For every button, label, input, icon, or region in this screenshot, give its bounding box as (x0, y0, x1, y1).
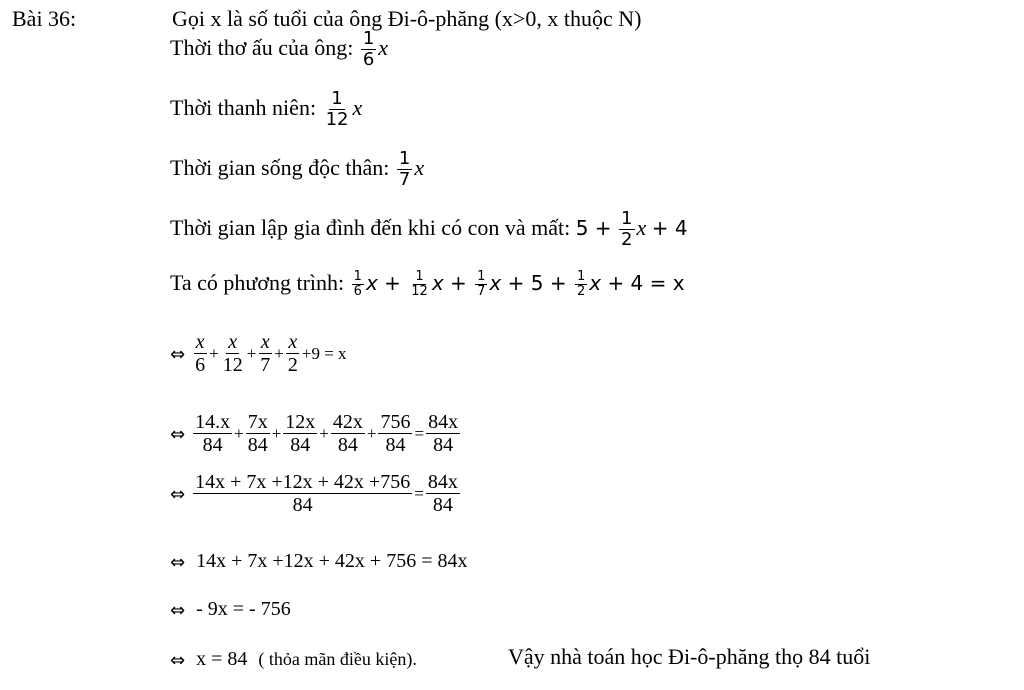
equation-label: Ta có phương trình: (170, 270, 345, 295)
family-line: Thời gian lập gia đình đến khi có con và mất: 5 + $\frac{1}{2}$ x + 4 (170, 208, 688, 250)
iff-symbol: ⇔ (170, 423, 186, 445)
equation-line (170, 270, 685, 299)
step-4: ⇔ 14x + 7x +12x + 42x + 756 = 84x (170, 550, 468, 573)
condition-note: ( thỏa mãn điều kiện). (258, 649, 417, 669)
fraction-1-7: $\frac{1}{7}$ (398, 148, 411, 190)
conclusion: Vậy nhà toán học Đi-ô-phăng thọ 84 tuổi (508, 644, 871, 669)
family-label: Thời gian lập gia đình đến khi có con và mất: (170, 214, 571, 240)
youth-line: Thời thanh niên: $\frac{1}{12}$ x (170, 88, 363, 130)
intro-line: Gọi x là số tuổi của ông Đi-ô-phăng (x>0, x thuộc N) (172, 6, 642, 31)
step-6: ⇔ x = 84 ( thỏa mãn điều kiện). (170, 648, 417, 671)
fraction-1-2: $\frac{1}{2}$ (621, 208, 633, 250)
fraction-1-12: $\frac{1}{12}$ (325, 88, 349, 130)
step-2: ⇔ $\frac{14.x}{84}$ + $\frac{7x}{84}$ + $\frac{12x}{84}$ + $\frac{42x}{84}$ + $\frac{756}{84}$ = $\frac{84x}{84}$ (170, 411, 459, 456)
step-3: ⇔ $\frac{14x + 7x +12x + 42x +756}{84}$ = $\frac{84x}{84}$ (170, 471, 458, 516)
single-label: Thời gian sống độc thân: (170, 154, 390, 180)
equation: $\frac{1}{6}$ x + $\frac{1}{12}$ x + $\frac{1}{7}$ x + 5 + $\frac{1}{2}$ x + 4 = x (353, 269, 685, 299)
iff-symbol: ⇔ (170, 483, 186, 505)
iff-symbol: ⇔ (170, 649, 186, 671)
single-line: Thời gian sống độc thân: $\frac{1}{7}$ x (170, 148, 425, 190)
problem-title: Bài 36: (12, 6, 77, 31)
iff-symbol: ⇔ (170, 343, 186, 365)
iff-symbol: ⇔ (170, 551, 186, 573)
fraction-1-6: $\frac{1}{6}$ (362, 28, 375, 70)
youth-label: Thời thanh niên: (170, 94, 317, 120)
step-5: ⇔ - 9x = - 756 (170, 598, 291, 621)
childhood-label: Thời thơ ấu của ông: (170, 34, 354, 60)
step-1: ⇔ $\frac{x}{6}$ + $\frac{x}{12}$ + $\frac{x}{7}$ + $\frac{x}{2}$ +9 = x (170, 331, 347, 376)
childhood-line: Thời thơ ấu của ông: $\frac{1}{6}$ x (170, 28, 389, 70)
iff-symbol: ⇔ (170, 599, 186, 621)
